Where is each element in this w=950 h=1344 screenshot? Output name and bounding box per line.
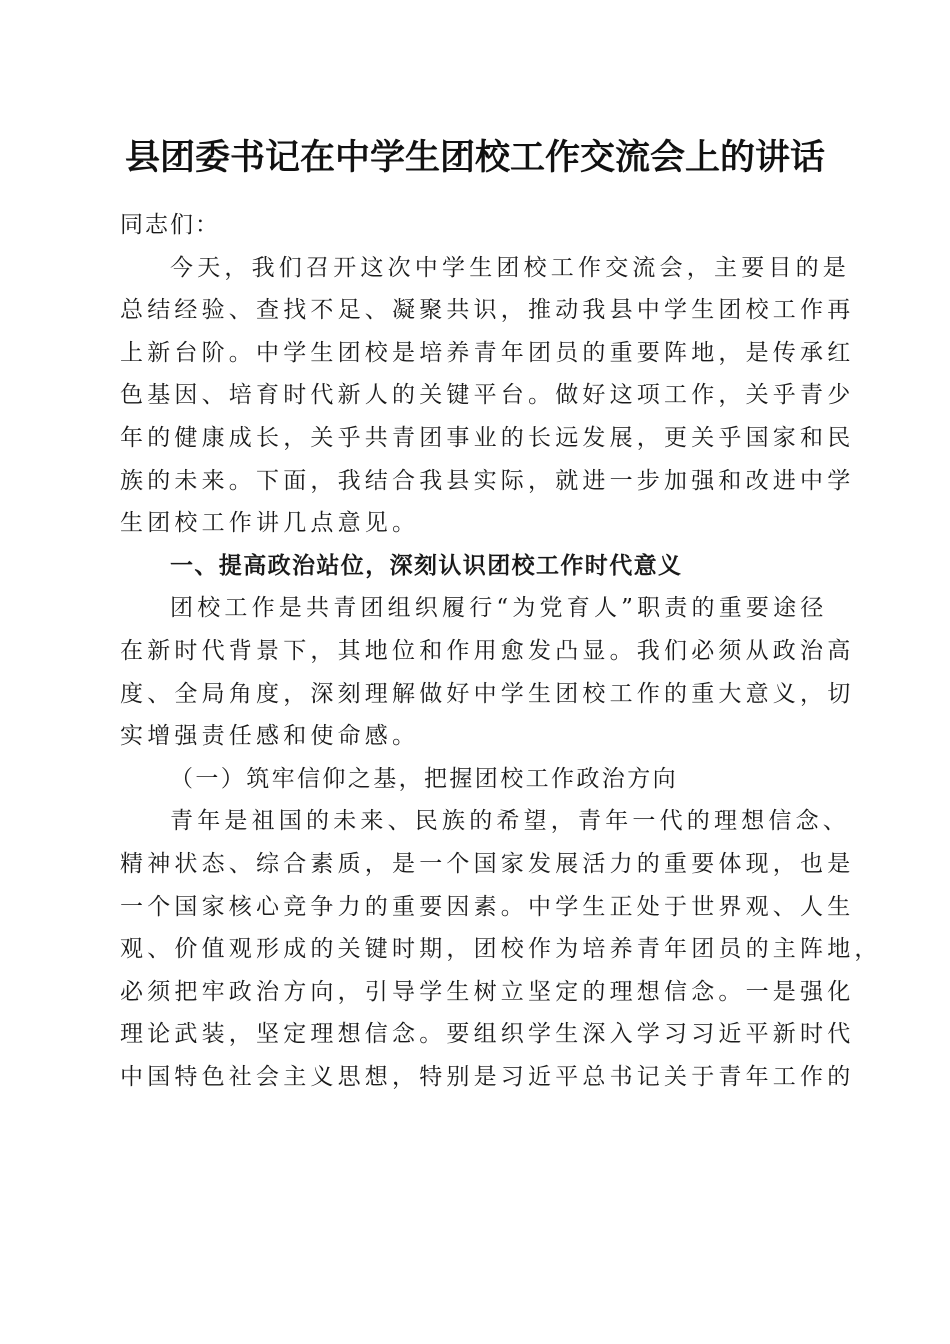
salutation: 同志们：	[120, 212, 220, 238]
paragraph-subsection-1	[120, 800, 882, 1098]
paragraph-line: 青年是祖国的未来、民族的希望，青年一代的理想信念、	[170, 808, 850, 835]
paragraph-line: 中国特色社会主义思想，特别是习近平总书记关于青年工作的	[120, 1063, 855, 1090]
paragraph-line: 一个国家核心竞争力的重要因素。中学生正处于世界观、人生	[120, 893, 855, 920]
section-heading: 一、提高政治站位，深刻认识团校工作时代意义	[170, 552, 683, 579]
paragraph-line: 度、全局角度，深刻理解做好中学生团校工作的重大意义，切	[120, 680, 855, 707]
paragraph-line: 必须把牢政治方向，引导学生树立坚定的理想信念。一是强化	[120, 978, 855, 1005]
paragraph-section-1	[120, 587, 855, 757]
paragraph-line: 精神状态、综合素质，是一个国家发展活力的重要体现，也是	[120, 850, 855, 877]
paragraph-line: 实增强责任感和使命感。	[120, 723, 420, 750]
paragraph-line: 今天，我们召开这次中学生团校工作交流会，主要目的是	[170, 254, 850, 281]
paragraph-line: 生团校工作讲几点意见。	[120, 510, 420, 537]
document-body	[120, 204, 882, 1098]
paragraph-line: 族的未来。下面，我结合我县实际，就进一步加强和改进中学	[120, 467, 855, 494]
paragraph-line: 观、价值观形成的关键时期，团校作为培养青年团员的主阵地，	[120, 936, 882, 963]
paragraph-line: 年的健康成长，关乎共青团事业的长远发展，更关乎国家和民	[120, 424, 855, 451]
paragraph-line: 理论武装，坚定理想信念。要组织学生深入学习习近平新时代	[120, 1021, 855, 1048]
document-title: 县团委书记在中学生团校工作交流会上的讲话	[124, 137, 825, 178]
paragraph-line: 上新台阶。中学生团校是培养青年团员的重要阵地，是传承红	[120, 339, 855, 366]
subsection-heading: （一）筑牢信仰之基，把握团校工作政治方向	[170, 765, 678, 792]
paragraph-line: 色基因、培育时代新人的关键平台。做好这项工作，关乎青少	[120, 382, 855, 409]
paragraph-line: 团校工作是共青团组织履行“为党育人”职责的重要途径	[170, 595, 828, 622]
paragraph-intro	[120, 247, 855, 545]
paragraph-line: 在新时代背景下，其地位和作用愈发凸显。我们必须从政治高	[120, 637, 855, 664]
paragraph-line: 总结经验、查找不足、凝聚共识，推动我县中学生团校工作再	[120, 297, 855, 324]
